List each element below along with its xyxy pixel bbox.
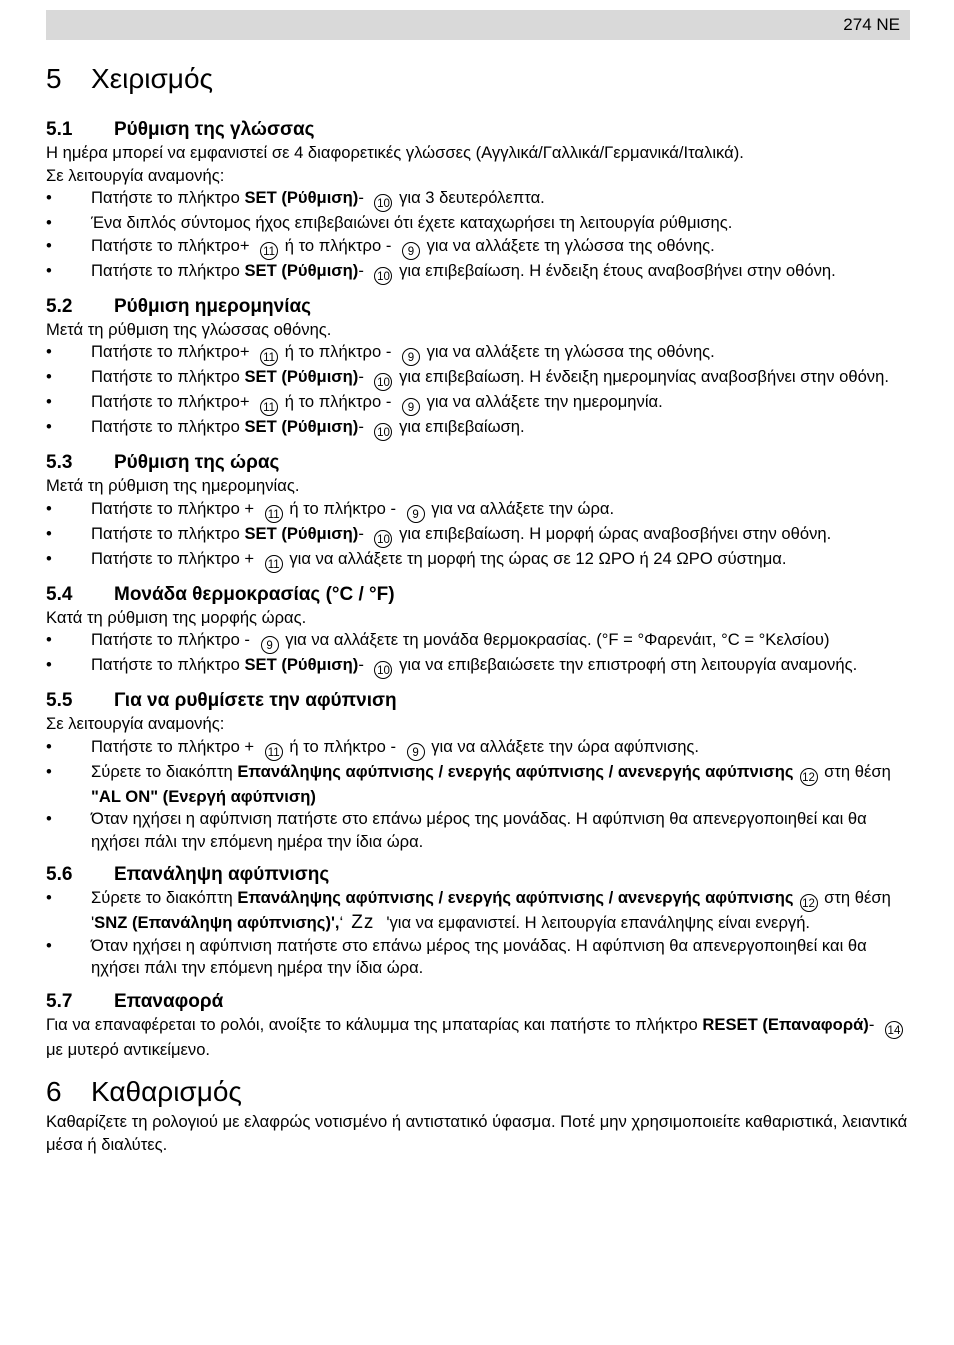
subsection-title: Ρύθμιση ημερομηνίας — [114, 295, 312, 317]
list-item: • Πατήστε το πλήκτρο SET (Ρύθμιση)- 10 για να επιβεβαιώσετε την επιστροφή στη λειτουργία αναμονής. — [46, 654, 910, 679]
subsection-title: Επανάληψη αφύπνισης — [114, 864, 330, 885]
snooze-icon: Zz — [351, 912, 375, 933]
subsection-title: Μονάδα θερμοκρασίας (°C / °F) — [114, 583, 395, 605]
subsection-number: 5.2 — [46, 295, 73, 317]
key-11-icon: 11 — [260, 348, 278, 366]
key-11-icon: 11 — [260, 242, 278, 260]
bullet-list — [46, 498, 910, 573]
key-11-icon: 11 — [265, 505, 283, 523]
manual-page — [46, 10, 910, 1156]
paragraph: Μετά τη ρύθμιση της γλώσσας οθόνης. — [46, 319, 332, 339]
list-item: • Σύρετε το διακόπτη Επανάληψης αφύπνισης / ενεργής αφύπνισης / ανενεργής αφύπνισης 12 στη θέση "AL ON" (Ενεργή αφύπνιση) — [46, 761, 910, 809]
subsection-title: Ρύθμιση της ώρας — [114, 452, 280, 473]
subsection-5-5-heading — [46, 689, 910, 713]
key-14-icon: 14 — [885, 1021, 903, 1039]
list-item: • Σύρετε το διακόπτη Επανάληψης αφύπνισης / ενεργής αφύπνισης / ανενεργής αφύπνισης 12 στη θέση 'SNZ (Επανάληψη αφύπνισης)',‘ Zz 'για να εμφανιστεί. Η λειτουργία επανάληψης είναι ενεργή. — [46, 887, 910, 935]
list-item: • Όταν ηχήσει η αφύπνιση πατήστε στο επάνω μέρος της μονάδας. Η αφύπνιση θα απενεργοποιηθεί και θα ηχήσει πάλι την επόμενη ημέρα την ίδια ώρα. — [46, 935, 910, 980]
page-header — [46, 10, 910, 40]
paragraph: Η ημέρα μπορεί να εμφανιστεί σε 4 διαφορετικές γλώσσες (Αγγλικά/Γαλλικά/Γερμανικά/Ιταλικά). — [46, 143, 744, 162]
subsection-number: 5.5 — [46, 690, 73, 711]
key-9-icon: 9 — [261, 636, 279, 654]
subsection-5-7-heading — [46, 990, 910, 1014]
paragraph: Σε λειτουργία αναμονής: — [46, 714, 225, 733]
subsection-title: Ρύθμιση της γλώσσας — [114, 119, 315, 140]
list-item: • Πατήστε το πλήκτρο+ 11 ή το πλήκτρο - 9 για να αλλάξετε την ημερομηνία. — [46, 391, 910, 416]
bullet-list — [46, 187, 910, 285]
list-item: • Πατήστε το πλήκτρο + 11 ή το πλήκτρο - 9 για να αλλάξετε την ώρα. — [46, 498, 910, 523]
page-number: 274 NE — [843, 15, 900, 34]
section-title: Χειρισμός — [91, 63, 214, 94]
paragraph: Για να επαναφέρεται το ρολόι, ανοίξτε το κάλυμμα της μπαταρίας και πατήστε το πλήκτρο RESET (Επαναφορά)- 14με μυτερό αντικείμενο. — [46, 1014, 910, 1062]
subsection-number: 5.1 — [46, 119, 73, 140]
paragraph: Σε λειτουργία αναμονής: — [46, 165, 225, 185]
section-number: 6 — [46, 1076, 62, 1107]
key-10-icon: 10 — [374, 267, 392, 285]
subsection-5-6-heading — [46, 863, 910, 887]
bullet-list — [46, 341, 910, 441]
list-item: • Πατήστε το πλήκτρο SET (Ρύθμιση)- 10 για επιβεβαίωση. Η μορφή ώρας αναβοσβήνει στην οθόνη. — [46, 523, 910, 548]
key-11-icon: 11 — [260, 398, 278, 416]
paragraph: Καθαρίζετε τη ρολογιού με ελαφρώς νοτισμένο ή αντιστατικό ύφασμα. Ποτέ μην χρησιμοποιείτε καθαριστικά, λειαντικά μέσα ή διαλύτες. — [46, 1112, 908, 1154]
key-9-icon: 9 — [407, 743, 425, 761]
key-10-icon: 10 — [374, 530, 392, 548]
list-item: • Πατήστε το πλήκτρο+ 11 ή το πλήκτρο - 9 για να αλλάξετε τη γλώσσα της οθόνης. — [46, 235, 910, 260]
list-item: • Πατήστε το πλήκτρο + 11 ή το πλήκτρο - 9 για να αλλάξετε την ώρα αφύπνισης. — [46, 736, 910, 761]
list-item: • Πατήστε το πλήκτρο SET (Ρύθμιση)- 10 για επιβεβαίωση. Η ένδειξη έτους αναβοσβήνει στην οθόνη. — [46, 260, 910, 285]
bullet-list — [46, 887, 910, 980]
list-item: • Ένα διπλός σύντομος ήχος επιβεβαιώνει ότι έχετε καταχωρήσει τη λειτουργία ρύθμισης. — [46, 212, 910, 235]
subsection-number: 5.3 — [46, 452, 73, 473]
subsection-number: 5.7 — [46, 990, 73, 1012]
key-10-icon: 10 — [374, 194, 392, 212]
list-item: • Πατήστε το πλήκτρο - 9 για να αλλάξετε τη μονάδα θερμοκρασίας. (°F = °Φαρενάιτ, °C = °Κελσίου) — [46, 629, 910, 654]
list-item: • Πατήστε το πλήκτρο SET (Ρύθμιση)- 10 για επιβεβαίωση. — [46, 416, 910, 441]
subsection-title: Επαναφορά — [114, 990, 224, 1012]
subsection-number: 5.6 — [46, 864, 73, 885]
key-9-icon: 9 — [402, 242, 420, 260]
key-12-icon: 12 — [800, 894, 818, 912]
subsection-5-2-heading — [46, 295, 910, 319]
paragraph: Μετά τη ρύθμιση της ημερομηνίας. — [46, 476, 300, 495]
key-11-icon: 11 — [265, 555, 283, 573]
list-item: • Πατήστε το πλήκτρο + 11 για να αλλάξετε τη μορφή της ώρας σε 12 ΩΡΟ ή 24 ΩΡΟ σύστημα. — [46, 548, 910, 573]
subsection-title: Για να ρυθμίσετε την αφύπνιση — [114, 690, 397, 711]
section-6-heading — [46, 1075, 910, 1109]
key-9-icon: 9 — [407, 505, 425, 523]
key-10-icon: 10 — [374, 423, 392, 441]
key-9-icon: 9 — [402, 398, 420, 416]
bullet-list — [46, 736, 910, 854]
list-item: • Πατήστε το πλήκτρο SET (Ρύθμιση)- 10 για επιβεβαίωση. Η ένδειξη ημερομηνίας αναβοσβήνει στην οθόνη. — [46, 366, 910, 391]
bullet-list — [46, 629, 910, 679]
section-title: Καθαρισμός — [91, 1076, 242, 1107]
subsection-5-3-heading — [46, 451, 910, 475]
key-10-icon: 10 — [374, 373, 392, 391]
section-5-heading — [46, 62, 910, 96]
subsection-number: 5.4 — [46, 583, 73, 605]
subsection-5-4-heading — [46, 583, 910, 607]
section-number: 5 — [46, 63, 62, 94]
key-10-icon: 10 — [374, 661, 392, 679]
paragraph: Κατά τη ρύθμιση της μορφής ώρας. — [46, 607, 307, 627]
key-12-icon: 12 — [800, 768, 818, 786]
key-11-icon: 11 — [265, 743, 283, 761]
list-item: • Πατήστε το πλήκτρο+ 11 ή το πλήκτρο - 9 για να αλλάξετε τη γλώσσα της οθόνης. — [46, 341, 910, 366]
list-item: • Όταν ηχήσει η αφύπνιση πατήστε στο επάνω μέρος της μονάδας. Η αφύπνιση θα απενεργοποιηθεί και θα ηχήσει πάλι την επόμενη ημέρα την ίδια ώρα. — [46, 808, 910, 853]
key-9-icon: 9 — [402, 348, 420, 366]
subsection-5-1-heading — [46, 118, 910, 142]
list-item: • Πατήστε το πλήκτρο SET (Ρύθμιση)- 10 για 3 δευτερόλεπτα. — [46, 187, 910, 212]
